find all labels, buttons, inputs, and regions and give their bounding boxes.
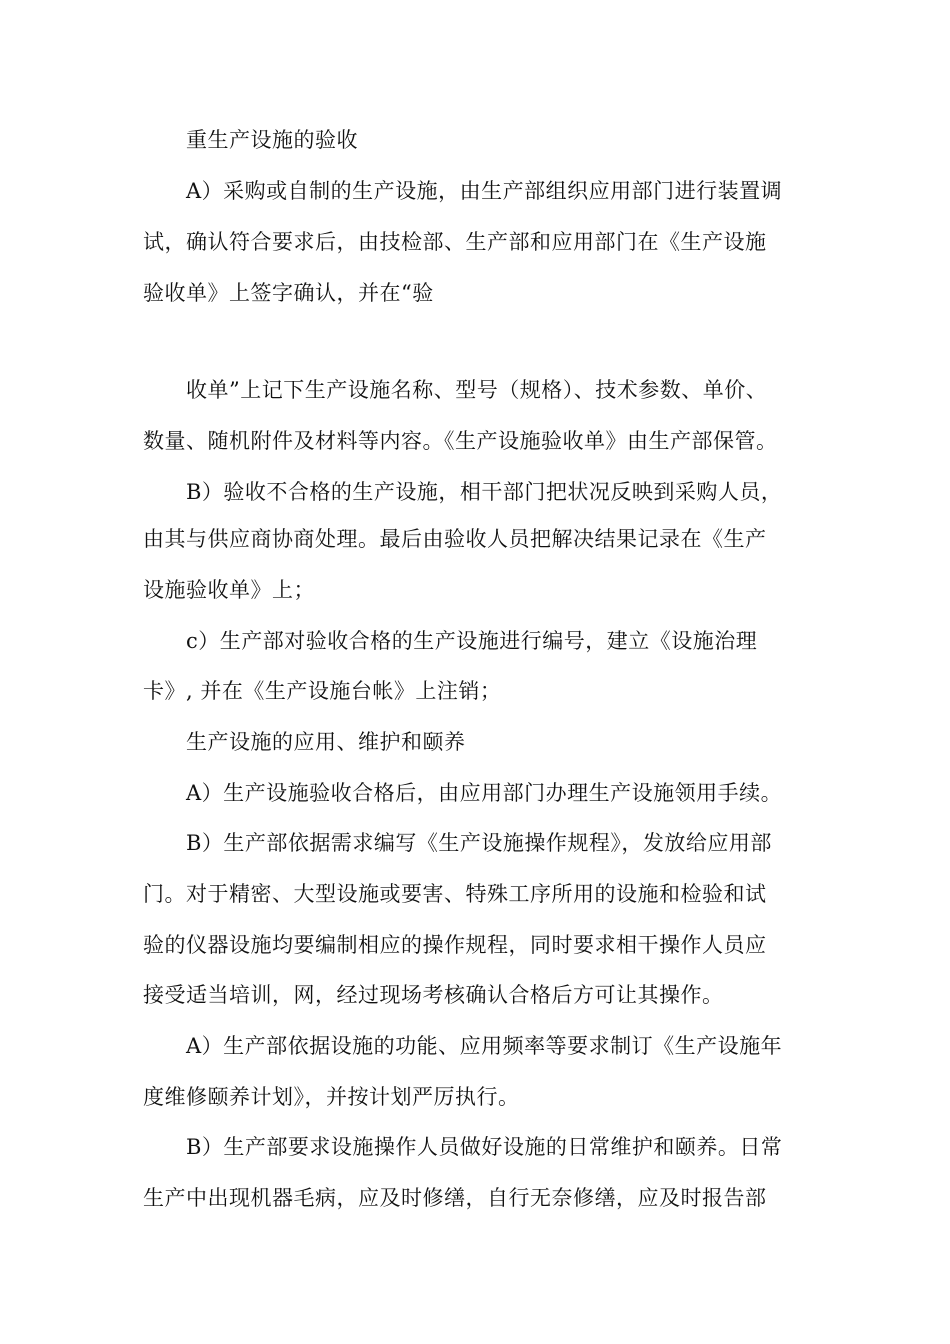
paragraph-line: A）生产设施验收合格后，由应用部门办理生产设施领用手续。	[186, 781, 783, 805]
paragraph-line: 由其与供应商协商处理。最后由验收人员把解决结果记录在《生产	[143, 527, 767, 551]
paragraph-line: A）采购或自制的生产设施，由生产部组织应用部门进行装置调	[186, 179, 783, 203]
paragraph-line: B）生产部要求设施操作人员做好设施的日常维护和颐养。日常	[186, 1135, 783, 1159]
paragraph-line: 设施验收单》上；	[143, 578, 315, 602]
paragraph-line: 卡》, 并在《生产设施台帐》上注销；	[143, 679, 502, 703]
paragraph-line: 门。对于精密、大型设施或要害、特殊工序所用的设施和检验和试	[143, 882, 767, 906]
paragraph-line: 试，确认符合要求后，由技检部、生产部和应用部门在《生产设施	[143, 230, 767, 254]
section-heading: 生产设施的应用、维护和颐养	[186, 730, 466, 754]
paragraph-line: A）生产部依据设施的功能、应用频率等要求制订《生产设施年	[186, 1034, 783, 1058]
paragraph-line: 生产中出现机器毛病，应及时修缮，自行无奈修缮，应及时报告部	[143, 1186, 767, 1210]
paragraph-line: B）验收不合格的生产设施，相干部门把状况反映到采购人员，	[186, 480, 783, 504]
paragraph-line: 度维修颐养计划》，并按计划严厉执行。	[143, 1085, 520, 1109]
paragraph-line: 收单”上记下生产设施名称、型号（规格）、技术参数、单价、	[186, 378, 768, 402]
paragraph-line: B）生产部依据需求编写《生产设施操作规程》，发放给应用部	[186, 831, 772, 855]
paragraph-line: c）生产部对验收合格的生产设施进行编号，建立《设施治理	[186, 629, 758, 653]
paragraph-line: 接受适当培训，网，经过现场考核确认合格后方可让其操作。	[143, 983, 724, 1007]
paragraph-line: 数量、随机附件及材料等内容。《生产设施验收单》由生产部保管。	[143, 429, 778, 453]
paragraph-line: 验收单》上签字确认，并在“验	[143, 281, 434, 305]
paragraph-line: 验的仪器设施均要编制相应的操作规程，同时要求相干操作人员应	[143, 933, 767, 957]
section-heading: 重生产设施的验收	[186, 128, 358, 152]
